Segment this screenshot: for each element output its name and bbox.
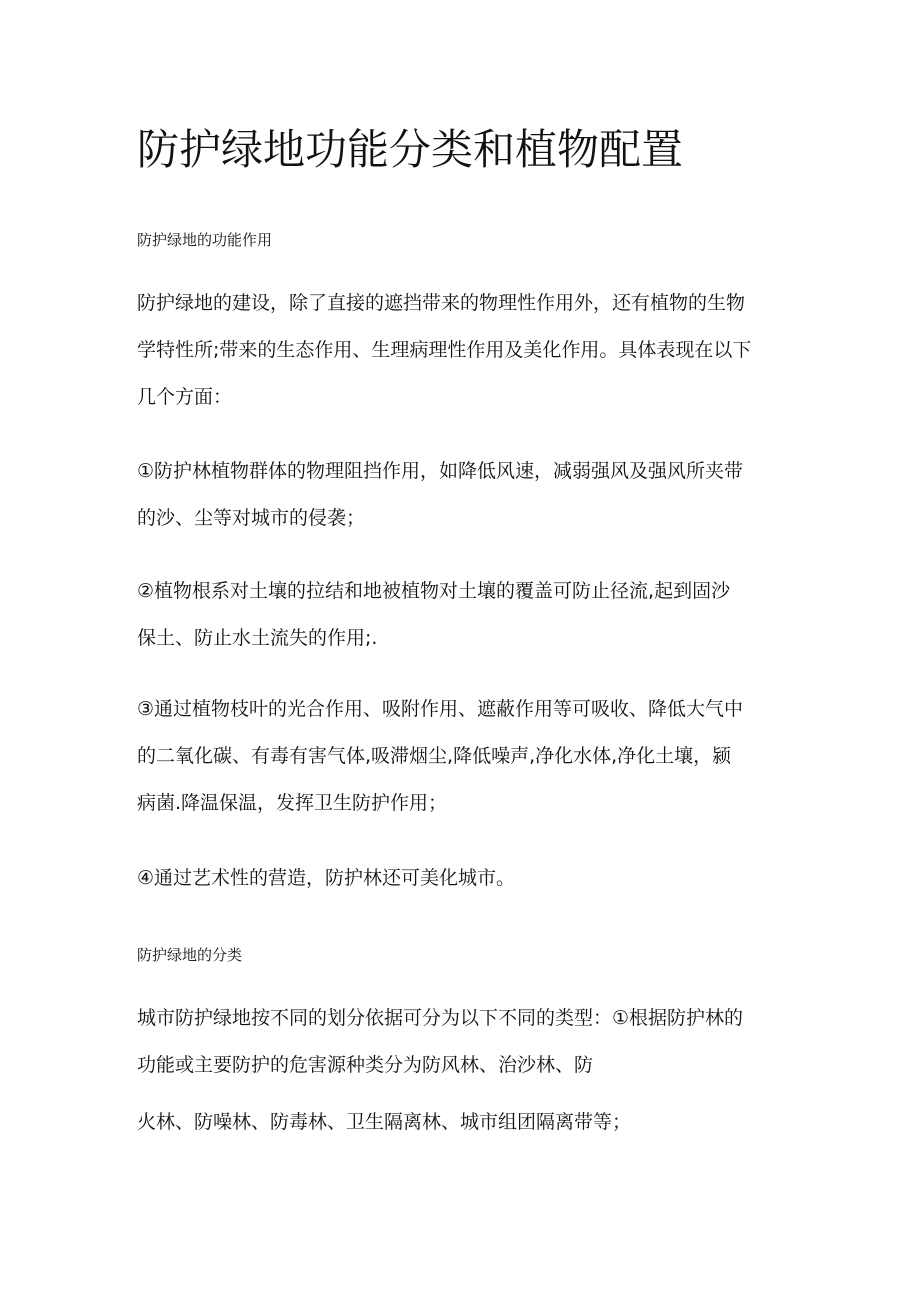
paragraph-line: ④通过艺术性的营造，防护林还可美化城市。 [137,867,516,889]
paragraph-item-1 [137,448,792,542]
paragraph-line: 火林、防噪林、防毒林、卫生隔离林、城市组团隔离带等； [137,1111,632,1133]
paragraph-line: 保土、防止水土流失的作用;. [137,627,378,649]
paragraph-classification [137,995,792,1089]
paragraph-item-4 [137,855,792,902]
paragraph-intro [137,280,792,421]
section-heading-classification: 防护绿地的分类 [137,946,243,964]
paragraph-line: 的沙、尘等对城市的侵袭； [137,507,366,529]
paragraph-item-2 [137,568,792,662]
paragraph-line: ③通过植物枝叶的光合作用、吸附作用、遮蔽作用等可吸收、降低大气中 [137,698,744,720]
paragraph-line: 几个方面： [137,386,233,408]
section-heading-functions: 防护绿地的功能作用 [137,231,273,249]
paragraph-line: 病菌.降温保温，发挥卫生防护作用； [137,792,448,814]
paragraph-line: 学特性所;带来的生态作用、生理病理性作用及美化作用。具体表现在以下 [137,339,752,361]
paragraph-line: 城市防护绿地按不同的划分依据可分为以下不同的类型：①根据防护林的 [137,1007,744,1029]
paragraph-line: ②植物根系对土壤的拉结和地被植物对土壤的覆盖可防止径流,起到固沙 [137,580,731,602]
document-title: 防护绿地功能分类和植物配置 [137,125,684,174]
paragraph-line: 的二氧化碳、有毒有害气体,吸滞烟尘,降低噪声,净化水体,净化土壤，颍 [137,745,732,767]
paragraph-line: 防护绿地的建设，除了直接的遮挡带来的物理性作用外，还有植物的生物 [137,292,746,314]
paragraph-item-3 [137,686,792,827]
paragraph-line: ①防护林植物群体的物理阻挡作用，如降低风速，减弱强风及强风所夹带 [137,460,744,482]
paragraph-line: 功能或主要防护的危害源种类分为防风林、治沙林、防 [137,1054,594,1076]
paragraph-classification-continued [137,1099,792,1146]
